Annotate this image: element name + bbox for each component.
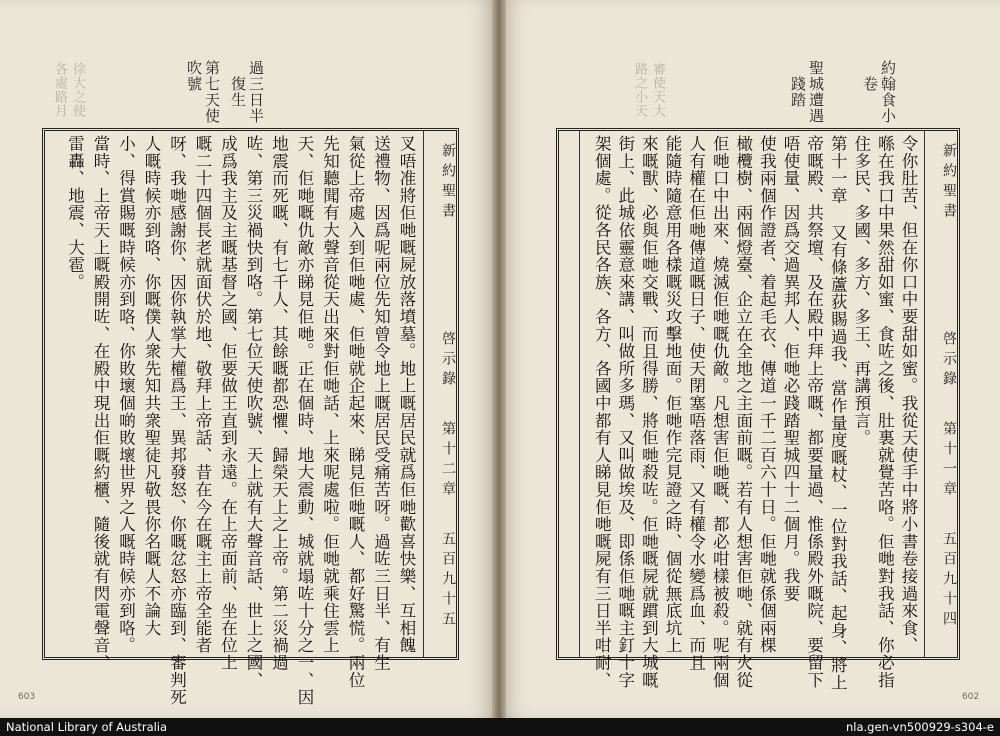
text-column: 令你肚苦、但在你口中要甜如蜜。我從天使手中將小書卷接過來食、 [899, 135, 918, 654]
right-text-frame [556, 128, 960, 692]
chapter-label: 第十一章 [941, 421, 957, 501]
text-column: 咗、第三災禍快到咯。第七位天使吹號、天上就有大聲音話、世上之國、 [244, 135, 263, 689]
margin-note: 聖城遭遇 [807, 60, 825, 124]
text-column: 來嘅獸、必與佢哋交戰、而且得勝、將佢哋殺咗。佢哋嘅屍就躀到大城嘅 [639, 135, 659, 689]
pencil-mark: 602 [962, 692, 980, 702]
text-column: 人嘅時候亦到咯、你嘅僕人衆先知共衆聖徒凡敬畏你名嘅人不論大 [142, 135, 161, 637]
text-column: 橄欖樹、兩個燈臺、企立在全地之主面前嘅。若有人想害佢哋、就有火從 [733, 135, 753, 689]
book-gutter [492, 0, 506, 718]
text-column: 街上、此城依靈意來講、叫做所多瑪、又叫做埃及、即係佢哋嘅主釘十字 [615, 135, 635, 689]
text-column: 成爲我主及主嘅基督之國、佢要做王直到永遠。在上帝面前、坐在位上 [218, 135, 238, 672]
text-column: 使我兩個作證者、着起毛衣、傳道一千二百六十日。佢哋就係個兩棵 [757, 135, 777, 654]
text-column: 能隨時隨意用各樣嘅災攻擊地面。佢哋作完見證之時、個從無底坑上 [663, 135, 682, 654]
chapter-label: 第十二章 [440, 421, 456, 501]
text-column: 當時、上帝天上嘅殿開咗、在殿中現出佢嘅約櫃、隨後就有閃電聲音、 [91, 135, 110, 672]
text-column: 人有權在佢哋傳道嘅日子、使天閉塞唔落雨、又有權令水變爲血、而且 [686, 135, 706, 672]
text-column: 小、得賞賜嘅時候亦到咯、你敗壞個啲敗壞世界之人嘅時候亦到咯。 [116, 135, 136, 654]
page-number: 五百九十四 [941, 531, 957, 631]
text-column: 嘅二十四個長老就面伏於地、敬拜上帝話、昔在今在嘅主上帝全能者 [193, 135, 212, 654]
margin-note: 卷 [861, 76, 879, 92]
margin-note: 復生 [229, 76, 247, 108]
column-rule [579, 131, 580, 657]
text-column: 佢哋口中出來、燒滅佢哋嘅仇敵。凡想害佢哋嘅、都必咁樣被殺。呢兩個 [710, 135, 730, 689]
margin-note: 第七天使 [203, 60, 221, 124]
record-id: nla.gen-vn500929-s304-e [845, 720, 994, 734]
margin-note: 踐踏 [789, 76, 807, 108]
text-column: 第十一章 又有條蘆荻賜過我、當作量度嘅杖、一位對我話、起身、將上 [828, 135, 848, 692]
page-number: 五百九十五 [440, 531, 456, 631]
show-through-text: 各處路月 [52, 62, 67, 118]
text-column: 先知聽聞有大聲音從天出來對佢哋話、上來呢處啦。佢哋就乘住雲上 [320, 135, 340, 654]
margin-note: 約翰食小 [879, 60, 897, 124]
text-column: 送禮物、因爲呢兩位先知曾令地上嘅居民受痛苦呀。過咗三日半、有生 [371, 135, 391, 672]
text-column: 唔使量、因爲交過異邦人、佢哋必踐踏聖城四十二個月。我要 [781, 135, 800, 603]
text-column: 喺在我口中果然甜如蜜、食咗之後、肚裏就覺苦咯。佢哋對我話、你必指 [875, 135, 895, 689]
pencil-mark: 603 [18, 692, 36, 702]
text-column: 氣從上帝處入到佢哋處、佢哋就企起來、睇見佢哋嘅人、都好驚慌。兩位 [346, 135, 365, 689]
show-through-text: 審使天大 [650, 62, 665, 118]
text-column: 雷轟、地震、大雹。 [65, 135, 85, 291]
footer-bar [0, 718, 1000, 736]
left-text-frame [42, 128, 459, 706]
text-column: 住多民、多國、多方、多王、再講預言。 [851, 135, 871, 447]
text-column: 呀、我哋感謝你、因你執掌大權爲王、異邦發怒、你嘅忿怒亦臨到、審判死 [167, 135, 187, 706]
text-column: 帝嘅殿、共祭壇、及在殿中拜上帝嘅、都要量過、惟係殿外嘅院、要留下 [804, 135, 824, 689]
text-column: 架個處。從各民各族、各方、各國中都有人睇見佢哋嘅屍有三日半咁耐、 [592, 135, 612, 689]
show-through-text: 路之小天 [632, 62, 647, 118]
margin-note: 吹號 [185, 60, 203, 92]
margin-note: 過三日半 [247, 60, 265, 124]
show-through-text: 徐大之使 [70, 62, 85, 118]
column-rule [924, 131, 925, 657]
library-name: National Library of Australia [6, 720, 168, 734]
page-header: 新約聖書 [941, 143, 957, 223]
book-title: 啓示錄 [941, 331, 957, 391]
text-column: 叉唔准將佢哋嘅屍放落墳墓。地上嘅居民就爲佢哋歡喜快樂、互相餽 [397, 135, 416, 654]
book-title: 啓示錄 [440, 331, 456, 391]
text-column: 天、佢哋嘅仇敵亦睇見佢哋。正在個時、地大震動、城就塌咗十分之一、因 [295, 135, 314, 706]
page-header: 新約聖書 [440, 143, 456, 223]
column-rule [423, 131, 424, 657]
text-column: 地震而死嘅、有七千人、其餘嘅都恐懼、歸榮天上之上帝。第二災禍過 [269, 135, 289, 672]
